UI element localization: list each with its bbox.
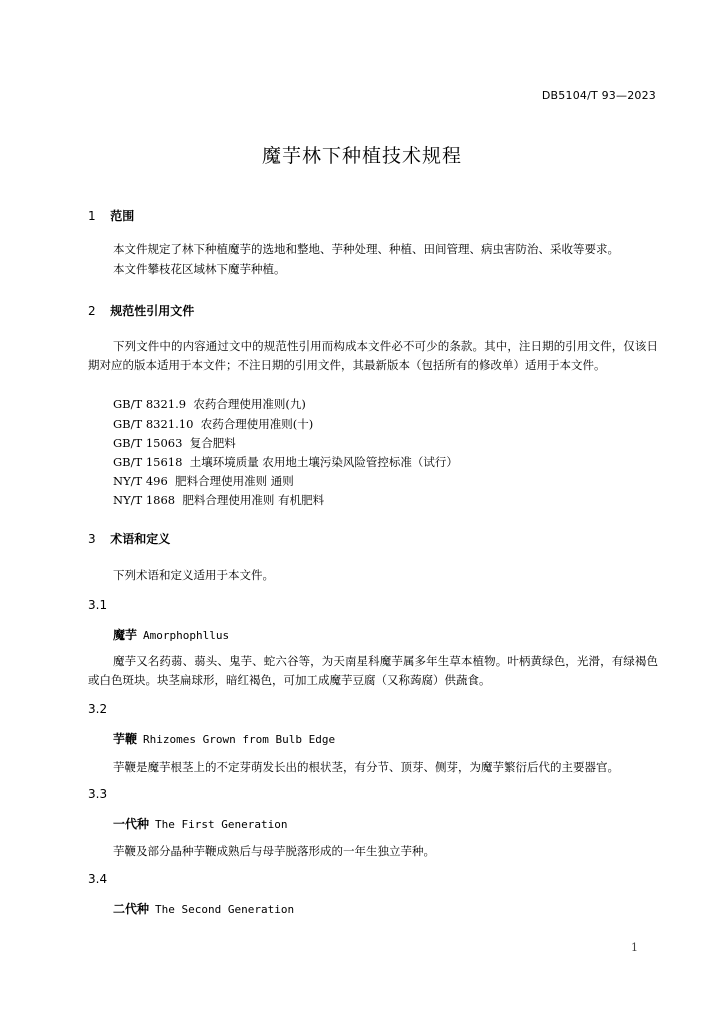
document-title: 魔芋林下种植技术规程 <box>261 145 462 167</box>
section-number: 3 <box>88 532 96 546</box>
section-title: 范围 <box>110 209 135 223</box>
section-title: 规范性引用文件 <box>110 304 195 318</box>
standard-code: DB5104/T 93—2023 <box>541 89 656 102</box>
term-heading <box>113 900 294 917</box>
reference-item: NY/T 496 肥料合理使用准则 通则 <box>113 474 294 488</box>
term-english: The First Generation <box>155 818 288 831</box>
page-number: 1 <box>631 941 638 954</box>
term-english: Rhizomes Grown from Bulb Edge <box>143 733 336 746</box>
term-chinese: 芋鞭 <box>113 732 138 746</box>
reference-item: GB/T 15063 复合肥料 <box>113 436 236 450</box>
term-heading <box>113 626 229 643</box>
term-heading <box>113 815 287 832</box>
clause-number: 3.4 <box>88 872 108 886</box>
reference-item: NY/T 1868 肥料合理使用准则 有机肥料 <box>113 493 325 507</box>
term-definition: 芋鞭及部分晶种芋鞭成熟后与母芋脱落形成的一年生独立芋种。 <box>113 844 435 858</box>
section-1-heading <box>88 207 134 224</box>
section-number: 2 <box>88 304 96 318</box>
term-definition: 芋鞭是魔芋根茎上的不定芽萌发长出的根状茎，有分节、顶芽、侧芽，为魔芋繁衍后代的主要器官。 <box>113 760 619 774</box>
term-chinese: 一代种 <box>113 817 150 831</box>
clause-number: 3.3 <box>88 787 108 801</box>
section-3-intro: 下列术语和定义适用于本文件。 <box>113 568 274 582</box>
reference-item: GB/T 8321.9 农药合理使用准则(九) <box>113 397 306 411</box>
section-2-intro: 下列文件中的内容通过文中的规范性引用而构成本文件必不可少的条款。其中，注日期的引用文件，仅该日期对应的版本适用于本文件；不注日期的引用文件，其最新版本（包括所有的修改单）适用于本文件。 <box>88 339 658 372</box>
section-2-heading <box>88 302 194 319</box>
section-1-paragraph-1: 本文件规定了林下种植魔芋的选地和整地、芋种处理、种植、田间管理、病虫害防治、采收等要求。 <box>113 242 619 256</box>
clause-number: 3.2 <box>88 702 108 716</box>
section-1-paragraph-2: 本文件攀枝花区域林下魔芋种植。 <box>113 262 286 276</box>
reference-item: GB/T 15618 土壤环境质量 农用地土壤污染风险管控标准（试行） <box>113 455 458 469</box>
clause-number: 3.1 <box>88 598 108 612</box>
section-number: 1 <box>88 209 96 223</box>
term-english: Amorphophllus <box>143 629 230 642</box>
reference-item: GB/T 8321.10 农药合理使用准则(十) <box>113 417 314 431</box>
term-heading <box>113 730 335 747</box>
term-definition: 魔芋又名药蒻、蒻头、鬼芋、蛇六谷等，为天南星科魔芋属多年生草本植物。叶柄黄绿色，光滑，有绿褐色或白色斑块。块茎扁球形，暗红褐色，可加工成魔芋豆腐（又称蒟腐）供蔬食。 <box>88 654 658 687</box>
term-chinese: 魔芋 <box>113 628 138 642</box>
section-3-heading <box>88 530 170 547</box>
term-english: The Second Generation <box>155 903 295 916</box>
term-chinese: 二代种 <box>113 902 150 916</box>
section-title: 术语和定义 <box>110 532 171 546</box>
